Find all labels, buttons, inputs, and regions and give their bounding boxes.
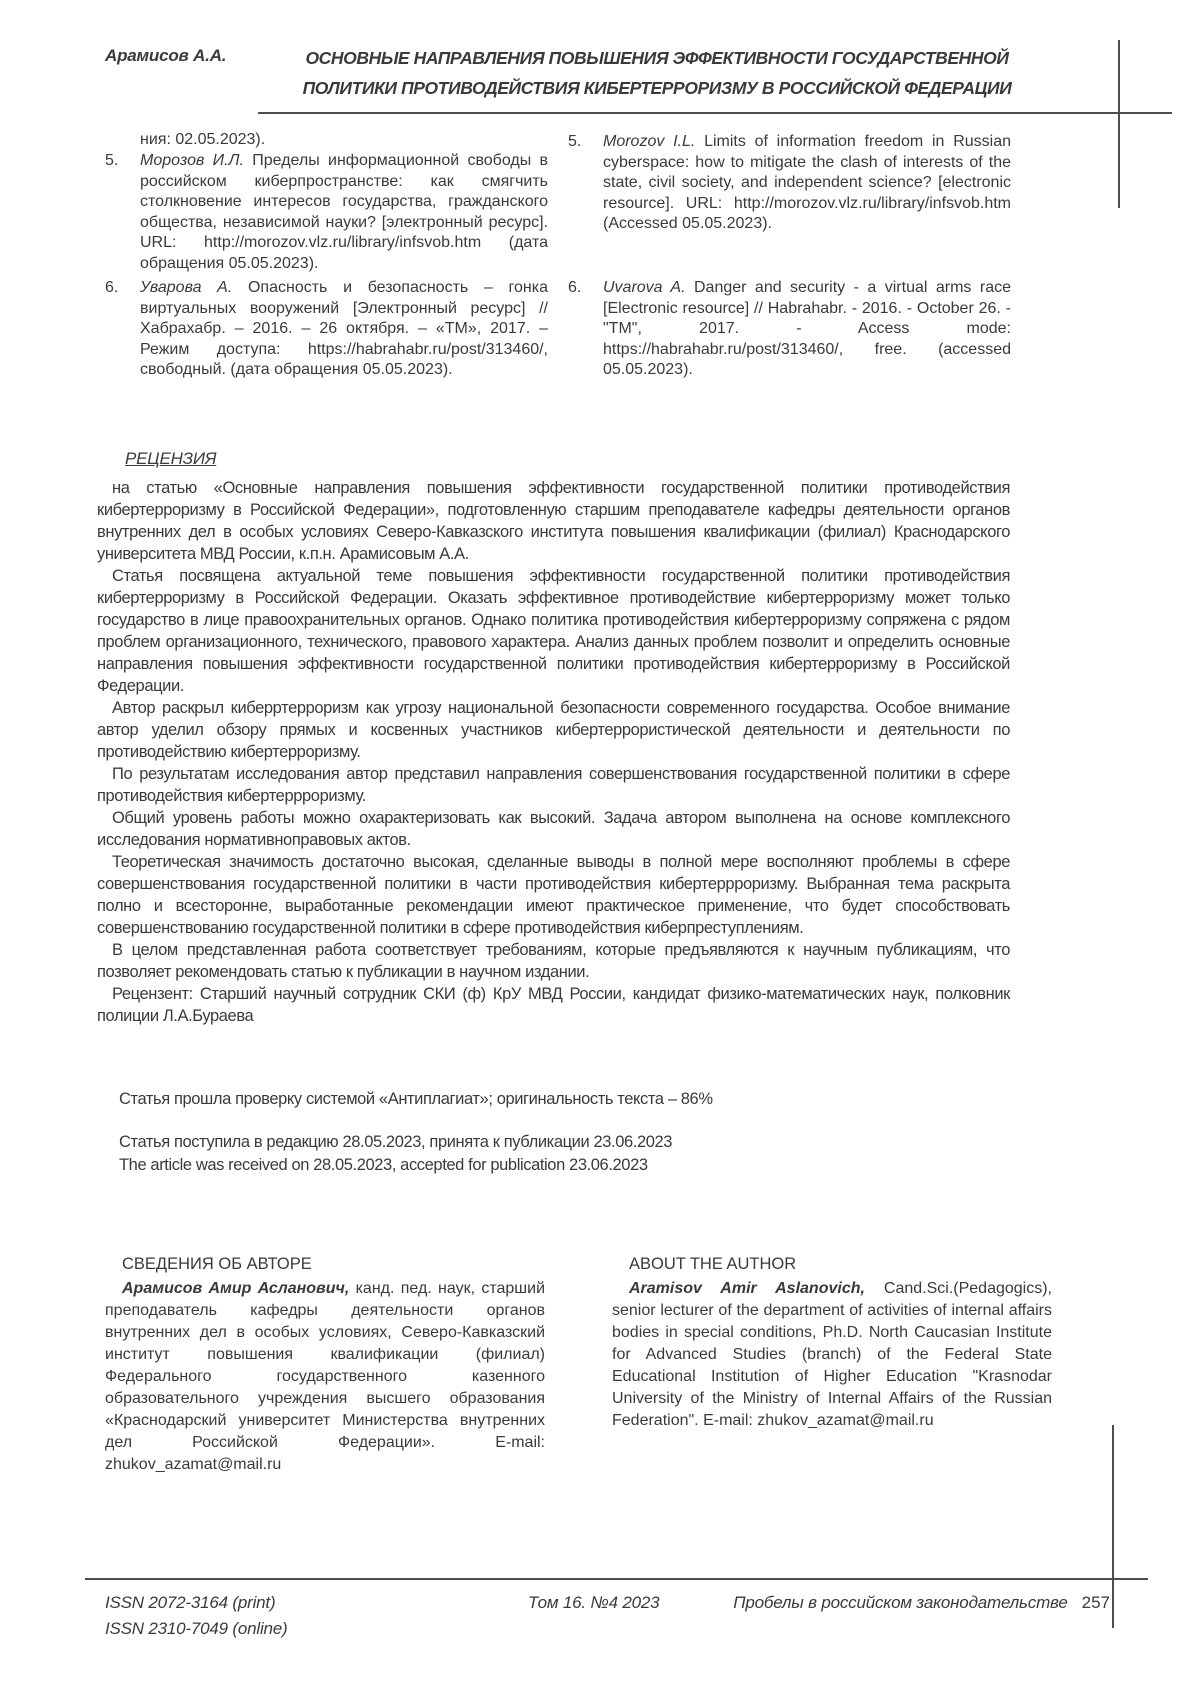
reference-number: 5. (568, 133, 582, 150)
reference-item-5-ru (105, 151, 548, 274)
running-head-author: Арамисов А.А. (105, 46, 227, 65)
reference-text (603, 132, 1011, 235)
received-date-en: The article was received on 28.05.2023, accepted for publication 23.06.2023 (119, 1156, 648, 1174)
reference-continuation: ния: 02.05.2023). (140, 131, 266, 148)
review-paragraph: Статья посвящена актуальной теме повышения эффективности государственной политики противодействия кибертерроризму в Российской Федерации. Оказать эффективное противодействие кибертерроризму может только государство в лице правоохранительных органов. Однако политика противодействия кибертерроризму сопряжена с рядом проблем организационного, технического, правового характера. Анализ данных проблем позволит и определить основные направления повышения эффективности государственной политики противодействия кибертерроризму в Российской Федерации. (97, 567, 1010, 695)
review-paragraph: В целом представленная работа соответствует требованиям, которые предъявляются к научным публикациям, что позволяет рекомендовать статью к публикации в научном издании. (97, 941, 1010, 981)
reference-item-6-ru (105, 278, 548, 381)
article-title-line2: ПОЛИТИКИ ПРОТИВОДЕЙСТВИЯ КИБЕРТЕРРОРИЗМУ В РОССИЙСКОЙ ФЕДЕРАЦИИ (302, 78, 1012, 98)
review-paragraph: Рецензент: Старший научный сотрудник СКИ (ф) КрУ МВД России, кандидат физико-математических наук, полковник полиции Л.А.Бураева (97, 985, 1010, 1025)
author-name-ru: Арамисов Амир Асланович, (122, 1280, 350, 1297)
author-bio-text-ru: канд. пед. наук, старший преподаватель кафедры деятельности органов внутренних дел в особых условиях, Северо-Кавказский институт повышения квалификации (филиал) Федерального государственного казенного образовательного учреждения высшего образования «Краснодарский университет Министерства внутренних дел Российской Федерации». E-mail: zhukov_azamat@mail.ru (105, 1280, 546, 1473)
volume-issue: Том 16. №4 2023 (528, 1593, 660, 1612)
reference-number: 5. (105, 152, 119, 169)
reference-author: Уварова А. (140, 279, 233, 296)
footer-divider (85, 1578, 1148, 1580)
author-name-en: Aramisov Amir Aslanovich, (629, 1280, 865, 1297)
review-paragraph: По результатам исследования автор представил направления совершенствования государственной политики в сфере противодействия кибертеррроризму. (97, 765, 1010, 805)
review-paragraph: Автор раскрыл киберртерроризм как угрозу национальной безопасности современного государства. Особое внимание автор уделил обзору прямых и косвенных участников кибертеррористической деятельности и деятельности по противодействию кибертерроризму. (97, 699, 1010, 761)
review-paragraph: Общий уровень работы можно охарактеризовать как высокий. Задача автором выполнена на основе комплексного исследования нормативноправовых актов. (97, 809, 1010, 849)
reference-item-6-en (568, 278, 1011, 381)
reference-text (140, 151, 548, 274)
reference-body: Danger and security - a virtual arms race [Electronic resource] // Habrahabr. - 2016. - October 26. - "TM", 2017. - Access mode: https://habrahabr.ru/post/313460/, free. (accessed 05.05.2023). (603, 279, 1011, 378)
reference-item-5-en (568, 132, 1011, 235)
reference-author: Morozov I.L. (603, 133, 696, 150)
right-border-bottom (1112, 1425, 1114, 1628)
reference-text (140, 278, 548, 381)
review-heading: РЕЦЕНЗИЯ (125, 449, 217, 468)
reference-text (603, 278, 1011, 381)
page-number: 257 (1081, 1593, 1110, 1612)
reference-body: Limits of information freedom in Russian cyberspace: how to mitigate the clash of interests of the state, civil society, and independent science? [electronic resource]. URL: http://morozov.vlz.ru/library/infsvob.htm (Accessed 05.05.2023). (603, 133, 1011, 232)
author-bio-ru (105, 1278, 545, 1476)
issn-print: ISSN 2072-3164 (print) (105, 1593, 276, 1612)
header-divider (258, 112, 1172, 114)
reference-number: 6. (568, 279, 582, 296)
antiplagiat-note: Статья прошла проверку системой «Антиплагиат»; оригинальность текста – 86% (119, 1090, 713, 1108)
issn-online: ISSN 2310-7049 (online) (105, 1619, 288, 1638)
reference-author: Uvarova A. (603, 279, 686, 296)
received-date-ru: Статья поступила в редакцию 28.05.2023, принята к публикации 23.06.2023 (119, 1133, 673, 1151)
review-paragraph: Теоретическая значимость достаточно высокая, сделанные выводы в полной мере восполняют проблемы в сфере совершенствования государственной политики в части противодействия кибертеррроризму. Выбранная тема раскрыта полно и всесторонне, выработанные рекомендации имеют практическое применение, что будет способствовать совершенствованию государственной политики в сфере противодействия киберпреступлениям. (97, 853, 1010, 937)
journal-title: Пробелы в российском законодательстве (733, 1593, 1068, 1612)
author-info-ru (105, 1253, 545, 1476)
author-info-heading-en: ABOUT THE AUTHOR (629, 1255, 797, 1273)
author-info-heading-ru: СВЕДЕНИЯ ОБ АВТОРЕ (122, 1255, 312, 1273)
article-title-line1: ОСНОВНЫЕ НАПРАВЛЕНИЯ ПОВЫШЕНИЯ ЭФФЕКТИВНОСТИ ГОСУДАРСТВЕННОЙ (305, 48, 1009, 68)
references-column-ru (105, 130, 549, 378)
author-bio-text-en: Cand.Sci.(Pedagogics), senior lecturer of the department of activities of internal affairs bodies in special conditions, Ph.D. North Caucasian Institute for Advanced Studies (branch) of the Federal State Educational Institution of Higher Education "Krasnodar University of the Ministry of Internal Affairs of the Russian Federation". E-mail: zhukov_azamat@mail.ru (612, 1280, 1052, 1429)
author-bio-en (612, 1278, 1052, 1432)
article-title (262, 43, 1052, 103)
reference-author: Морозов И.Л. (140, 152, 244, 169)
author-info-en (612, 1253, 1052, 1432)
journal-title-block (733, 1593, 1110, 1613)
right-border-top (1118, 40, 1120, 208)
reference-body: Опасность и безопасность – гонка виртуальных вооружений [Электронный ресурс] // Хабрахабр. – 2016. – 26 октября. – «ТМ», 2017. – Режим доступа: https://habrahabr.ru/post/313460/, свободный. (дата обращения 05.05.2023). (140, 279, 549, 378)
review-section (97, 448, 1010, 1027)
review-paragraph: на статью «Основные направления повышения эффективности государственной политики противодействия кибертерроризму в Российской Федерации», подготовленную старшим преподавателе кафедры деятельности органов внутренних дел в особых условиях Северо-Кавказского института повышения квалификации (филиал) Краснодарского университета МВД России, к.п.н. Арамисовым А.А. (97, 479, 1010, 563)
reference-number: 6. (105, 279, 119, 296)
reference-body: Пределы информационной свободы в российском киберпространстве: как смягчить столкновение интересов государства, гражданского общества, независимой науки? [электронный ресурс]. URL: http://morozov.vlz.ru/library/infsvob.htm (дата обращения 05.05.2023). (140, 152, 548, 272)
